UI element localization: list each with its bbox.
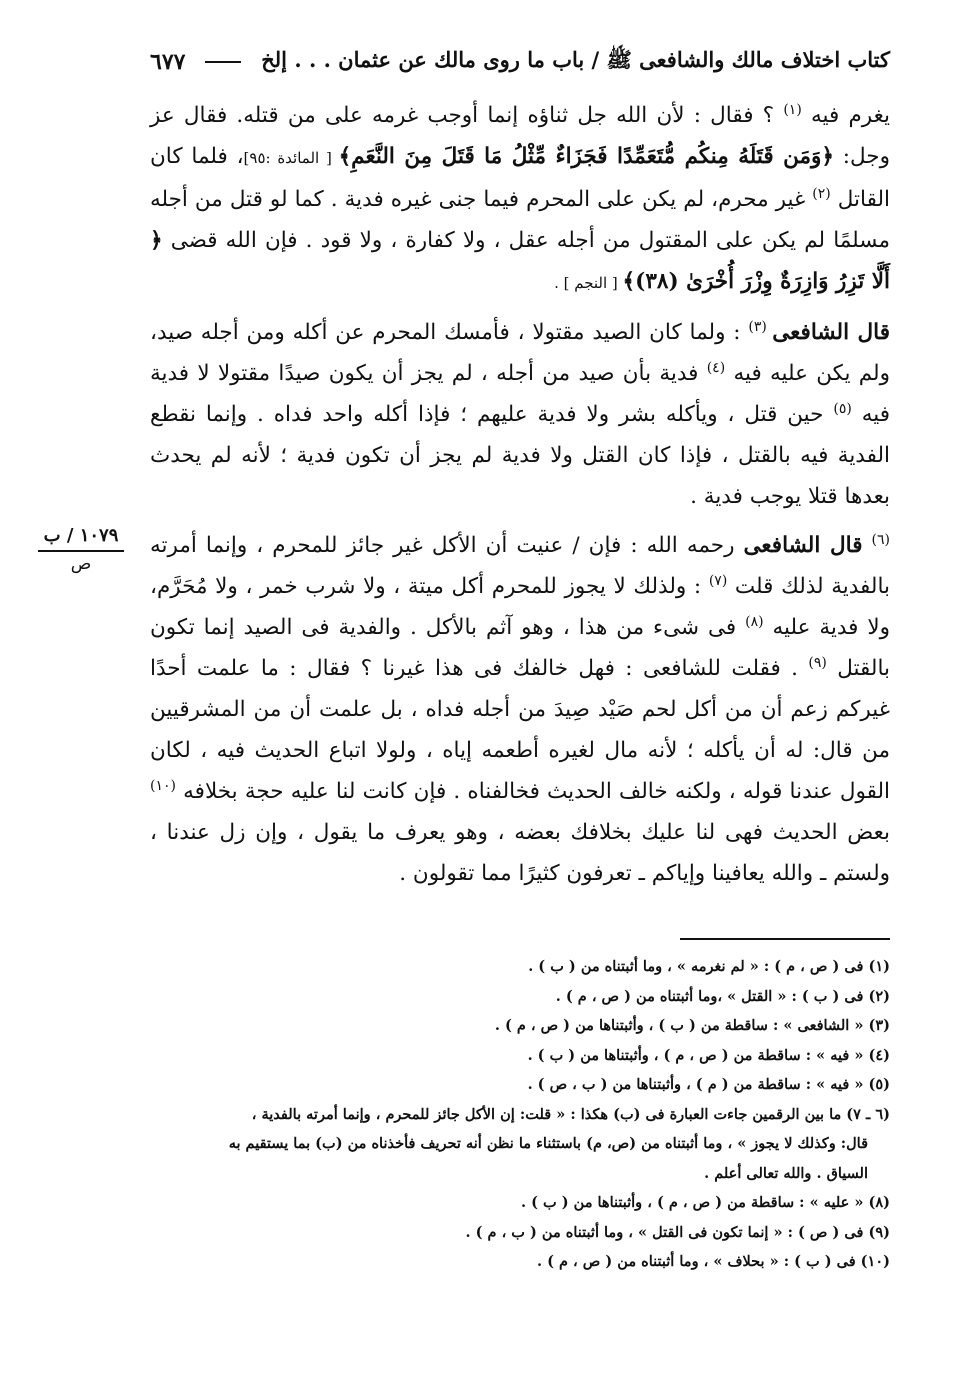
text-run: . فقلت للشافعى : فهل خالفك فى هذا غيرنا ؟ فقال : ما علمت أحدًا غيركم زعم أن من أكل لحم صَيْد صِيدَ من أجله فداه ، بل علمت أن من المشرقيين من قال: له أن يأكله ؛ لأنه مال لغيره أطعمه إياه ، ولولا اتباع الحديث فيه ، لكان القول عندنا قوله ، ولكنه خالف الحديث فخالفناه . فإن كانت لنا عليه حجة بخلافه <box>150 656 890 804</box>
footnote: (٣) « الشافعى » : ساقطة من ( ب ) ، وأثبتناها من ( ص ، م ) . <box>494 1017 890 1034</box>
text-run: بعض الحديث فهى لنا عليك بخلافك بعضه ، وهو يعرف ما يقول ، وإن زل عندنا ، ولستم ـ والله يعافينا وإياكم ـ تعرفون كثيرًا مما تقولون . <box>150 820 890 886</box>
text-run: رحمه الله : فإن / عنيت أن الأكل غير جائز للمحرم ، وإنما أمرته بالفدية لذلك قلت <box>150 533 890 599</box>
footnote: (٦ ـ ٧) ما بين الرقمين جاءت العبارة فى (ب) هكذا : « قلت: إن الأكل جائز للمحرم ، وإنما أمرته بالفدية ، <box>251 1105 890 1123</box>
page-number: ٦٧٧ <box>150 49 186 75</box>
margin-rule <box>38 550 124 552</box>
text-run: يغرم فيه <box>801 103 891 128</box>
footnote: (١٠) فى ( ب ) : « بحلاف » ، وما أثبتناه من ( ص ، م ) . <box>537 1253 890 1270</box>
text-run <box>862 533 871 558</box>
text-run: ؟ فقال : لأن الله جل ثناؤه إنما أوجب غرمه على من قتله. فقال عز وجل: <box>150 103 890 169</box>
footnote-ref: (٤) <box>706 359 726 376</box>
running-header <box>150 44 890 80</box>
footnote-ref: (١) <box>783 101 802 118</box>
text-run: فدية بأن صيد من أجله ، لم يجز أن يكون صيدًا مقتولا لا فدية فيه <box>150 361 890 427</box>
margin-folio: ١٠٧٩ / ب <box>43 525 119 546</box>
quran-verse: ﴿ أَلَّا تَزِرُ وَازِرَةٌ وِزْرَ أُخْرَىٰ (٣٨)﴾ <box>150 228 890 294</box>
footnote-ref: (٦) <box>871 531 890 548</box>
speaker-label: قال الشافعى <box>743 533 863 558</box>
margin-manuscript: ص <box>70 554 92 574</box>
verse-citation: [ النجم ] . <box>554 274 623 292</box>
footnote: (٢) فى ( ب ) : « القتل » ،وما أثبتناه من ( ص ، م ) . <box>555 987 890 1005</box>
footnote-ref: (٣) <box>748 318 773 335</box>
text-run: : ولما كان الصيد مقتولا ، فأمسك المحرم عن أكله ومن أجله صيد، ولم يكن عليه فيه <box>150 320 890 386</box>
text-run: ، فلما كان القاتل <box>150 144 890 212</box>
footnote-ref: (٨) <box>745 613 764 630</box>
footnote-separator <box>680 938 890 940</box>
text-run: غير محرم، لم يكن على المحرم فيما جنى غيره فدية . كما لو قتل من أجله مسلمًا لم يكن على المقتول من أجله عقل ، ولا كفارة ، ولا قود . فإن الله قضى <box>150 187 890 253</box>
header-separator <box>205 61 241 63</box>
paragraph <box>150 95 890 304</box>
text-run: فى شىء من هذا ، وهو آثم بالأكل . والفدية فى الصيد إنما تكون بالقتل <box>150 615 890 681</box>
verse-citation: [ المائدة :٩٥] <box>243 149 339 167</box>
paragraph <box>150 525 890 894</box>
margin-note <box>38 525 124 574</box>
speaker-label: قال الشافعى <box>772 320 890 345</box>
header-title: كتاب اختلاف مالك والشافعى ﷺ / باب ما روى مالك عن عثمان . . . إلخ <box>261 46 890 72</box>
footnote: (٩) فى ( ص ) : « إنما تكون فى القتل » ، وما أثبتناه من ( ب ، م ) . <box>465 1223 890 1241</box>
quran-verse: ﴿وَمَن قَتَلَهُ مِنكُم مُّتَعَمِّدًا فَجَزَاءٌ مِّثْلُ مَا قَتَلَ مِنَ النَّعَمِ﴾ <box>338 144 834 169</box>
footnote-ref: (٧) <box>708 572 728 589</box>
footnote-ref: (٥) <box>833 400 852 417</box>
footnote-ref: (٢) <box>812 185 831 202</box>
footnote: (٨) « عليه » : ساقطة من ( ص ، م ) ، وأثبتناها من ( ب ) . <box>521 1194 890 1211</box>
main-text <box>150 95 890 902</box>
text-run: : ولذلك لا يجوز للمحرم أكل ميتة ، ولا شرب خمر ، ولا مُحَرَّم، ولا فدية عليه <box>150 574 890 640</box>
text-run: حين قتل ، ويأكله بشر ولا فدية عليهم ؛ فإذا أكله واحد فداه . وإنما نقطع الفدية فيه بالقتل ، فإذا كان القتل ولا فدية لم يجز أن تكون فدية ؛ لأنه لم يحدث بعدها قتلا يوجب فدية . <box>150 402 890 509</box>
footnote: (٤) « فيه » : ساقطة من ( ص ، م ) ، وأثبتناها من ( ب ) . <box>527 1046 890 1064</box>
footnote-ref: (٩) <box>808 654 827 671</box>
footnote: قال: وكذلك لا يجوز » ، وما أثبتناه من (ص، م) باستثناء ما نظن أنه تحريف فأخذناه من (ب) بما يستقيم به <box>228 1135 868 1152</box>
paragraph <box>150 312 890 517</box>
footnote-ref: (١٠) <box>150 777 176 794</box>
footnotes <box>150 952 890 1277</box>
footnote: السياق . والله تعالى أعلم . <box>704 1164 868 1182</box>
footnote: (١) فى ( ص ، م ) : « لم نغرمه » ، وما أثبتناه من ( ب ) . <box>528 958 890 975</box>
footnote: (٥) « فيه » : ساقطة من ( م ) ، وأثبتناها من ( ب ، ص ) . <box>527 1076 890 1093</box>
